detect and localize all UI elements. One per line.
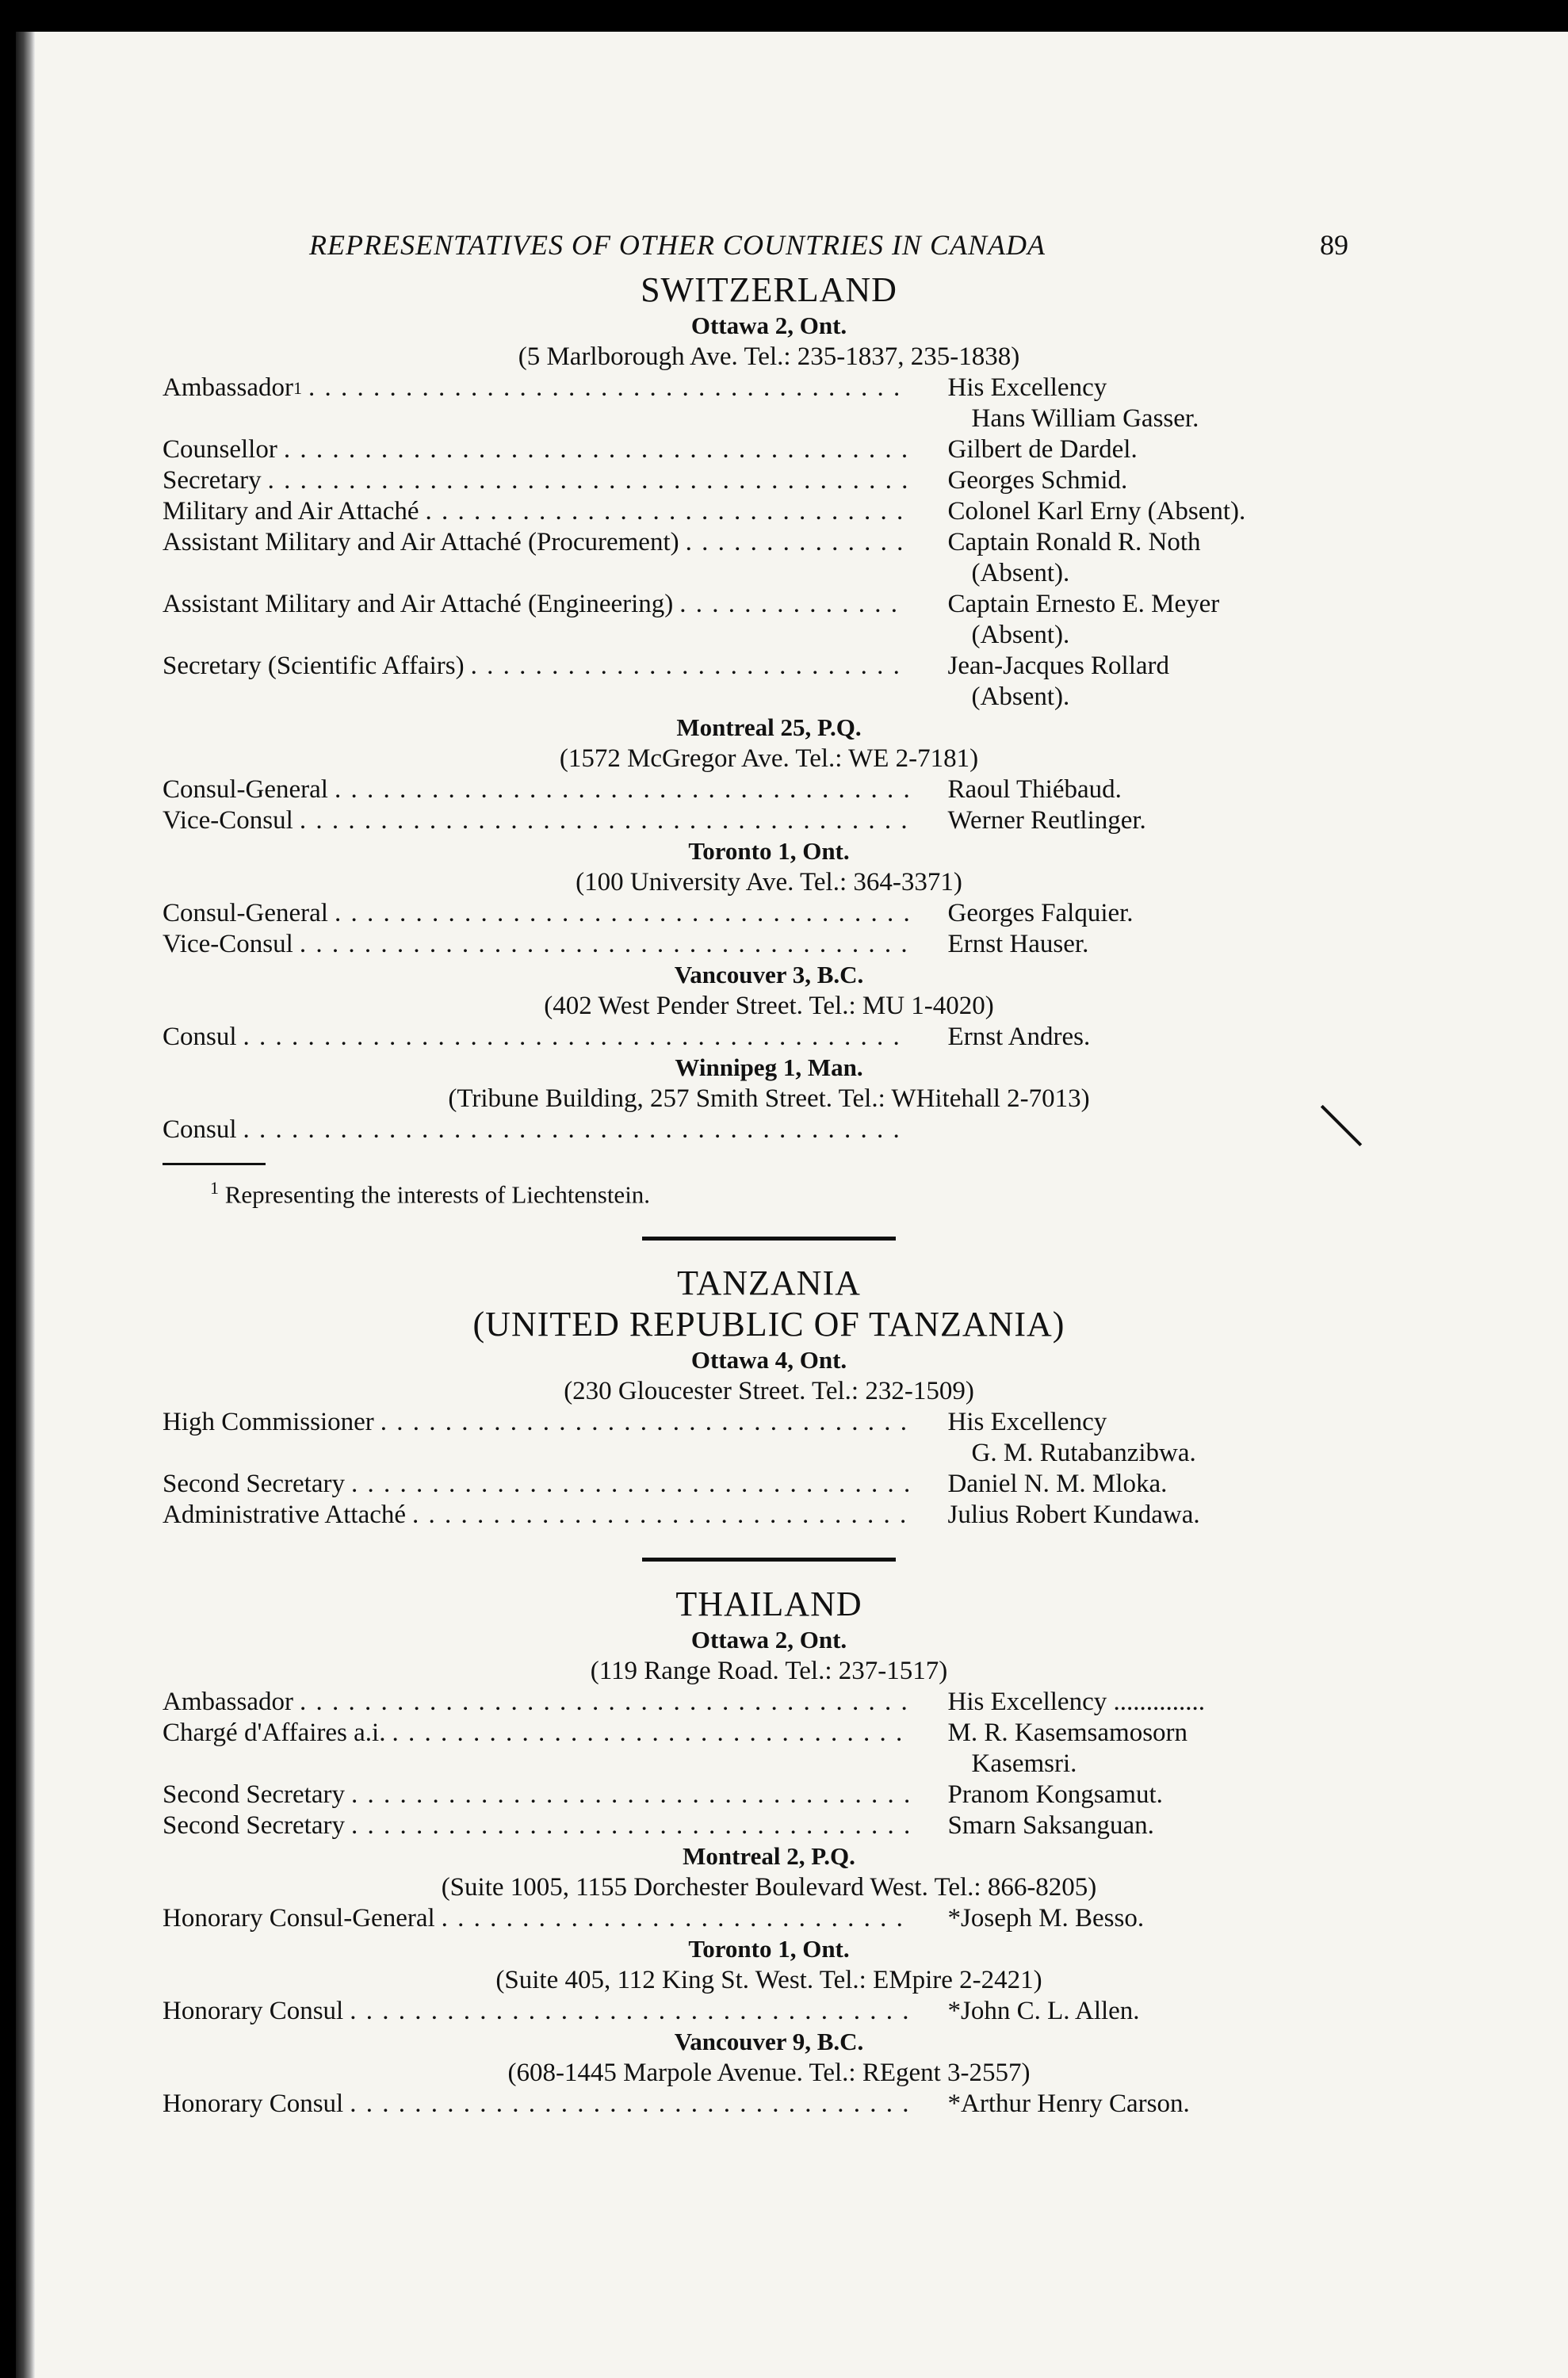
page-content (163, 222, 1352, 2120)
official-name-cont: (Absent). (971, 682, 1070, 711)
official-name: Colonel Karl Erny (Absent). (947, 497, 1246, 526)
official-name: Captain Ernesto E. Meyer (947, 590, 1220, 618)
role-label: Ambassador (163, 373, 293, 402)
official-name: Werner Reutlinger. (947, 806, 1146, 835)
country-subheading: (UNITED REPUBLIC OF TANZANIA) (472, 1305, 1065, 1344)
leader-dots (293, 805, 908, 836)
section-divider (642, 1237, 896, 1241)
official-name: Captain Ronald R. Noth (947, 528, 1201, 556)
list-item (163, 1718, 1352, 1780)
role-label: High Commissioner (163, 1408, 374, 1437)
role-label: Honorary Consul (163, 1997, 344, 2026)
list-item (163, 589, 1352, 651)
leader-dots (406, 1500, 908, 1531)
running-title: REPRESENTATIVES OF OTHER COUNTRIES IN CANADA (309, 229, 1046, 261)
leader-dots (237, 1114, 908, 1145)
leader-dots (302, 373, 908, 403)
list-item (163, 527, 1352, 589)
role-label: Military and Air Attaché (163, 497, 419, 526)
official-name: Julius Robert Kundawa. (947, 1501, 1200, 1530)
role-label: Assistant Military and Air Attaché (Engineering) (163, 590, 674, 618)
city-heading: Toronto 1, Ont. (688, 1935, 850, 1963)
official-name: Raoul Thiébaud. (947, 775, 1122, 804)
list-item (163, 1407, 1352, 1469)
official-name: *John C. L. Allen. (947, 1997, 1140, 2026)
list-item (163, 1114, 1352, 1145)
address-line: (230 Gloucester Street. Tel.: 232-1509) (564, 1377, 974, 1406)
official-name: Daniel N. M. Mloka. (947, 1470, 1168, 1499)
leader-dots (343, 1996, 908, 2027)
country-heading-tanzania: TANZANIA (677, 1264, 861, 1303)
country-heading-switzerland: SWITZERLAND (641, 270, 897, 309)
role-label: Counsellor (163, 435, 277, 464)
list-item (163, 898, 1352, 929)
role-label: Administrative Attaché (163, 1501, 407, 1530)
leader-dots (345, 1810, 908, 1841)
address-line: (608-1445 Marpole Avenue. Tel.: REgent 3-2557) (507, 2059, 1031, 2088)
official-name: Georges Schmid. (947, 466, 1128, 495)
official-name: His Excellency (947, 373, 1107, 402)
role-label: Consul (163, 1115, 237, 1144)
role-label: Consul-General (163, 775, 328, 804)
leader-dots (679, 527, 908, 558)
official-name-cont: (Absent). (971, 559, 1070, 587)
official-name: Ernst Hauser. (947, 930, 1089, 958)
role-label: Assistant Military and Air Attaché (Procurement) (163, 528, 679, 556)
official-name-cont: G. M. Rutabanzibwa. (971, 1439, 1196, 1468)
role-label: Honorary Consul (163, 2089, 344, 2119)
leader-dots (293, 929, 908, 960)
list-item (163, 1810, 1352, 1841)
role-label: Secretary (Scientific Affairs) (163, 652, 465, 680)
role-label: Consul (163, 1023, 237, 1051)
leader-dots (262, 465, 908, 496)
official-name-cont: Kasemsri. (971, 1749, 1077, 1779)
leader-dots (465, 651, 908, 682)
city-heading: Toronto 1, Ont. (688, 837, 850, 865)
city-heading: Ottawa 2, Ont. (690, 312, 847, 339)
binding-shadow (16, 32, 35, 2378)
leader-dots (435, 1903, 908, 1934)
footnote-ref: 1 (293, 378, 302, 398)
footnote (163, 1173, 1352, 1210)
official-name: Georges Falquier. (947, 899, 1134, 927)
official-name: Smarn Saksanguan. (947, 1811, 1154, 1841)
list-item (163, 1903, 1352, 1934)
leader-dots (328, 898, 908, 929)
leader-dots (345, 1469, 908, 1500)
role-label: Second Secretary (163, 1780, 345, 1810)
official-name: Pranom Kongsamut. (947, 1780, 1163, 1810)
role-label: Consul-General (163, 899, 328, 927)
list-item (163, 651, 1352, 713)
official-name: *Joseph M. Besso. (947, 1904, 1145, 1933)
city-heading: Montreal 25, P.Q. (676, 713, 862, 741)
leader-dots (277, 434, 908, 465)
list-item (163, 496, 1352, 527)
list-item (163, 373, 1352, 434)
city-heading: Ottawa 4, Ont. (690, 1346, 847, 1374)
running-header (163, 222, 1352, 270)
footnote-text: Representing the interests of Liechtenstein. (224, 1180, 651, 1209)
city-heading: Vancouver 3, B.C. (674, 961, 864, 988)
scan-top-border (0, 0, 1568, 32)
official-name-cont: (Absent). (971, 621, 1070, 649)
role-label: Secretary (163, 466, 262, 495)
official-name: His Excellency .............. (947, 1688, 1205, 1717)
leader-dots (385, 1718, 908, 1749)
leader-dots (237, 1022, 908, 1053)
city-heading: Ottawa 2, Ont. (690, 1626, 847, 1654)
page-number: 89 (1320, 229, 1348, 261)
official-name: Gilbert de Dardel. (947, 435, 1138, 464)
list-item (163, 2089, 1352, 2120)
footnote-mark: 1 (210, 1178, 219, 1198)
address-line: (Suite 405, 112 King St. West. Tel.: EMpire 2-2421) (495, 1966, 1042, 1995)
list-item (163, 1469, 1352, 1500)
list-item (163, 774, 1352, 805)
address-line: (402 West Pender Street. Tel.: MU 1-4020) (544, 992, 994, 1020)
city-heading: Vancouver 9, B.C. (674, 2028, 864, 2056)
official-name: His Excellency (947, 1408, 1107, 1437)
address-line: (Tribune Building, 257 Smith Street. Tel.: WHitehall 2-7013) (448, 1084, 1090, 1113)
official-name: Jean-Jacques Rollard (947, 652, 1170, 680)
role-label: Honorary Consul-General (163, 1904, 435, 1933)
role-label: Second Secretary (163, 1811, 345, 1841)
list-item (163, 1687, 1352, 1718)
official-name: M. R. Kasemsamosorn (947, 1719, 1188, 1748)
list-item (163, 1500, 1352, 1531)
official-name: Ernst Andres. (947, 1023, 1091, 1051)
leader-dots (419, 496, 908, 527)
official-name: *Arthur Henry Carson. (947, 2089, 1190, 2119)
city-heading: Montreal 2, P.Q. (683, 1842, 855, 1871)
list-item (163, 465, 1352, 496)
list-item (163, 1022, 1352, 1053)
list-item (163, 805, 1352, 836)
address-line: (1572 McGregor Ave. Tel.: WE 2-7181) (559, 744, 979, 773)
role-label: Vice-Consul (163, 930, 293, 958)
address-line: (5 Marlborough Ave. Tel.: 235-1837, 235-1838) (518, 342, 1020, 371)
list-item (163, 1996, 1352, 2027)
address-line: (100 University Ave. Tel.: 364-3371) (576, 868, 962, 897)
role-label: Chargé d'Affaires a.i. (163, 1719, 386, 1748)
address-line: (Suite 1005, 1155 Dorchester Boulevard West. Tel.: 866-8205) (441, 1873, 1097, 1902)
leader-dots (343, 2089, 908, 2120)
scan-left-border (0, 32, 16, 2378)
role-label: Vice-Consul (163, 806, 293, 835)
leader-dots (293, 1687, 908, 1718)
country-heading-thailand: THAILAND (675, 1585, 862, 1624)
role-label: Second Secretary (163, 1470, 345, 1499)
official-name-cont: Hans William Gasser. (971, 404, 1199, 433)
leader-dots (345, 1780, 908, 1810)
leader-dots (328, 774, 908, 805)
section-divider (642, 1558, 896, 1562)
address-line: (119 Range Road. Tel.: 237-1517) (590, 1657, 948, 1686)
role-label: Ambassador (163, 1688, 293, 1717)
list-item (163, 929, 1352, 960)
city-heading: Winnipeg 1, Man. (675, 1053, 863, 1081)
list-item (163, 434, 1352, 465)
leader-dots (673, 589, 908, 620)
footnote-rule (163, 1163, 266, 1165)
list-item (163, 1780, 1352, 1810)
leader-dots (374, 1407, 908, 1438)
